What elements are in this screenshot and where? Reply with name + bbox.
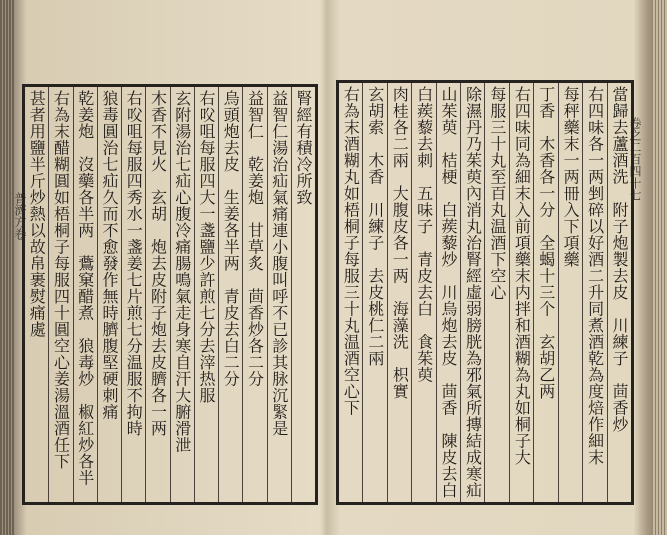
right-text-column: 右四味各一两剉碎以好酒二升同煮酒乾為度焙作細末 bbox=[582, 83, 606, 502]
left-columns bbox=[25, 87, 315, 502]
right-text-column: 當歸去蘆酒洗 附子炮製去皮 川練子 茴香炒 bbox=[607, 83, 631, 502]
right-text-column: 右為末酒糊丸如梧桐子每服三十丸温酒空心下 bbox=[341, 86, 361, 416]
right-text-frame bbox=[336, 80, 634, 505]
right-text-column: 白蒺藜去刺 五味子 青皮去白 食茱萸 bbox=[411, 83, 435, 502]
right-text-column: 肉桂各二兩 大腹皮各一两 海藻洗 枳實 bbox=[387, 83, 411, 502]
left-text-column: 乾姜炮 沒藥各半两 鷰窠醋煮 狼毒炒 椒紅炒各半 bbox=[73, 87, 97, 502]
left-margin-label: 普濟方卷 bbox=[13, 192, 27, 240]
right-columns bbox=[339, 83, 631, 502]
left-text-column: 狼毒圓治七疝久而不愈發作無時臍腹堅硬刺痛 bbox=[97, 87, 121, 502]
book-edge-right bbox=[653, 0, 667, 535]
left-text-frame bbox=[22, 84, 318, 505]
right-text-column: 丁香 木香各一分 全蝎十三个 玄胡乙两 bbox=[533, 83, 557, 502]
right-page bbox=[330, 22, 642, 517]
left-text-column: 右㕮咀每服四秀水一盞姜七片煎七分温服不拘時 bbox=[121, 87, 145, 502]
left-text-column: 烏頭炮去皮 生姜各半两 青皮去白二分 bbox=[218, 87, 242, 502]
right-margin-label: 卷之二百四十七 bbox=[628, 117, 642, 201]
left-text-column: 玄附湯治七疝心腹冷痛腸鳴氣走身寒自汗大腑滑泄 bbox=[170, 87, 194, 502]
right-text-column: 右四味同為細末入前項藥末内拌和酒糊為丸如桐子大 bbox=[509, 83, 533, 502]
left-text-column: 右為末醋糊圓如梧桐子每服四十圓空心姜湯溫酒任下 bbox=[48, 87, 72, 502]
right-text-column: 除濕丹乃茱萸內消丸治腎經虛弱膀胱為邪氣所摶結成寒疝 bbox=[460, 83, 484, 502]
left-text-column: 益智仁 乾姜炮 甘草炙 茴香炒各二分 bbox=[242, 87, 266, 502]
left-text-column: 木香不見火 玄胡 炮去皮附子炮去皮臍各一两 bbox=[145, 87, 169, 502]
left-text-column: 腎經有積冷所致 bbox=[291, 87, 315, 502]
left-page bbox=[12, 22, 318, 517]
right-text-column: 玄胡索 木香 川練子 去皮桃仁二兩 bbox=[362, 83, 386, 502]
right-text-column: 每服三十丸至百丸温酒下空心 bbox=[484, 83, 508, 502]
left-text-column: 右㕮咀每服四大一盞鹽少許煎七分去滓热服 bbox=[194, 87, 218, 502]
right-text-column: 每秤藥末一两冊入下項藥 bbox=[558, 83, 582, 502]
right-text-column: 山茱萸 桔梗 白蒺藜炒 川烏炮去皮 茴香 陳皮去白 bbox=[436, 83, 460, 502]
left-text-column: 益智仁湯治疝氣痛連小腹叫呼不已診其脉沉緊是 bbox=[267, 87, 291, 502]
left-text-column: 甚者用鹽半斤炒熱以故帛裹熨痛處 bbox=[27, 90, 47, 338]
